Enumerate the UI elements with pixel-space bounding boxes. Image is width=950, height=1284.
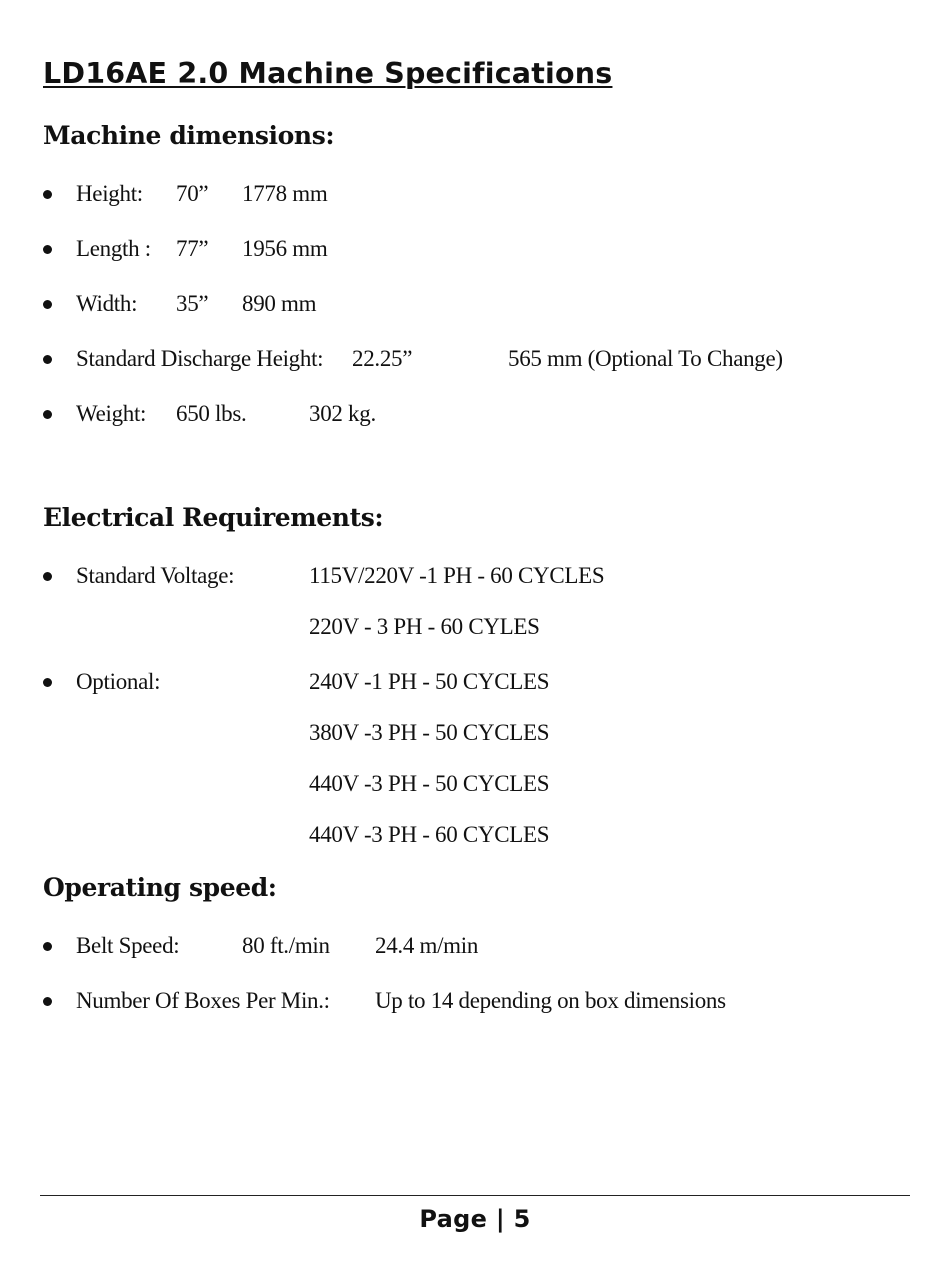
spec-value-metric: 1778 mm bbox=[242, 181, 328, 206]
spec-value: Up to 14 depending on box dimensions bbox=[375, 988, 726, 1013]
spec-value-imperial: 80 ft./min bbox=[242, 933, 330, 958]
voltage-value: 440V -3 PH - 50 CYCLES bbox=[309, 771, 550, 796]
spec-row-optional-voltage bbox=[0, 666, 950, 698]
spec-label: Optional: bbox=[76, 669, 161, 694]
bullet-icon bbox=[43, 572, 52, 581]
spec-row-standard-voltage bbox=[0, 560, 950, 592]
spec-row-optional-voltage-cont bbox=[0, 768, 950, 800]
section-heading-electrical-requirements: Electrical Requirements: bbox=[43, 503, 384, 532]
spec-row-discharge-height bbox=[0, 343, 950, 375]
spec-value-metric: 24.4 m/min bbox=[375, 933, 479, 958]
voltage-value: 240V -1 PH - 50 CYCLES bbox=[309, 669, 550, 694]
spec-value-imperial: 35” bbox=[176, 291, 209, 316]
spec-value-imperial: 70” bbox=[176, 181, 209, 206]
spec-value-metric: 890 mm bbox=[242, 291, 317, 316]
spec-value-imperial: 22.25” bbox=[352, 346, 413, 371]
spec-value-imperial: 77” bbox=[176, 236, 209, 261]
bullet-icon bbox=[43, 245, 52, 254]
bullet-icon bbox=[43, 190, 52, 199]
voltage-value: 115V/220V -1 PH - 60 CYCLES bbox=[309, 563, 605, 588]
bullet-icon bbox=[43, 997, 52, 1006]
bullet-icon bbox=[43, 410, 52, 419]
bullet-icon bbox=[43, 355, 52, 364]
spec-label: Belt Speed: bbox=[76, 933, 180, 958]
spec-label: Standard Voltage: bbox=[76, 563, 235, 588]
voltage-value: 440V -3 PH - 60 CYCLES bbox=[309, 822, 550, 847]
spec-row-standard-voltage-cont bbox=[0, 611, 950, 643]
spec-row-optional-voltage-cont bbox=[0, 819, 950, 851]
spec-row-optional-voltage-cont bbox=[0, 717, 950, 749]
spec-label: Standard Discharge Height: bbox=[76, 346, 324, 371]
section-heading-operating-speed: Operating speed: bbox=[43, 873, 277, 902]
voltage-value: 380V -3 PH - 50 CYCLES bbox=[309, 720, 550, 745]
spec-value-metric: 302 kg. bbox=[309, 401, 376, 426]
page-title: LD16AE 2.0 Machine Specifications bbox=[43, 57, 613, 90]
spec-label: Length : bbox=[76, 236, 151, 261]
footer-divider bbox=[40, 1195, 910, 1196]
spec-label: Width: bbox=[76, 291, 138, 316]
spec-label: Height: bbox=[76, 181, 143, 206]
bullet-icon bbox=[43, 942, 52, 951]
spec-value-metric: 565 mm (Optional To Change) bbox=[508, 346, 783, 371]
section-heading-machine-dimensions: Machine dimensions: bbox=[43, 121, 335, 150]
spec-value-imperial: 650 lbs. bbox=[176, 401, 247, 426]
spec-row-boxes-per-min bbox=[0, 985, 950, 1017]
spec-row-width bbox=[0, 288, 950, 320]
spec-row-length bbox=[0, 233, 950, 265]
spec-label: Weight: bbox=[76, 401, 147, 426]
page-number: Page | 5 bbox=[419, 1205, 531, 1233]
spec-label: Number Of Boxes Per Min.: bbox=[76, 988, 330, 1013]
spec-row-height bbox=[0, 178, 950, 210]
spec-value-metric: 1956 mm bbox=[242, 236, 328, 261]
spec-row-weight bbox=[0, 398, 950, 430]
voltage-value: 220V - 3 PH - 60 CYLES bbox=[309, 614, 540, 639]
bullet-icon bbox=[43, 300, 52, 309]
bullet-icon bbox=[43, 678, 52, 687]
spec-row-belt-speed bbox=[0, 930, 950, 962]
